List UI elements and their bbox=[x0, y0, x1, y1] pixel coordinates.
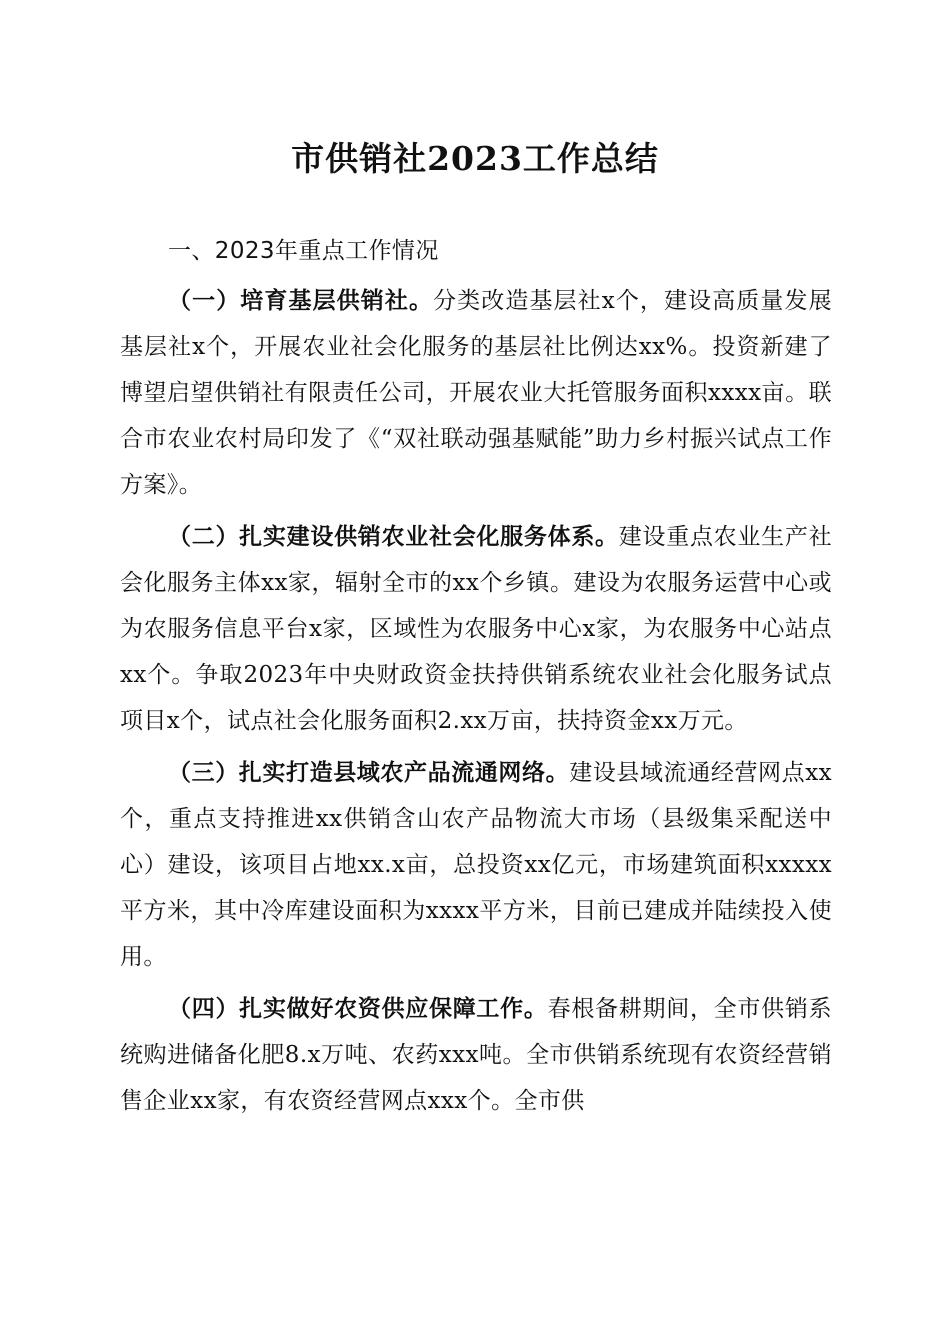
document-title: 市供销社2023工作总结 bbox=[291, 139, 659, 178]
paragraph-label: （四）扎实做好农资供应保障工作。 bbox=[168, 995, 548, 1022]
paragraph-label: （三）扎实打造县域农产品流通网络。 bbox=[168, 759, 570, 786]
paragraph-2 bbox=[120, 514, 832, 744]
section-heading: 一、2023年重点工作情况 bbox=[168, 238, 439, 264]
paragraph-3 bbox=[120, 750, 832, 980]
paragraph-4 bbox=[120, 986, 832, 1124]
paragraph-text: 建设重点农业生产社会化服务主体xx家，辐射全市的xx个乡镇。建设为农服务运营中心或为农服务信息平台x家，区域性为农服务中心x家，为农服务中心站点xx个。争取2023年中央财政资金扶持供销系统农业社会化服务试点项目x个，试点社会化服务面积2.xx万亩，扶持资金xx万元。 bbox=[120, 524, 832, 734]
paragraph-1 bbox=[120, 278, 832, 508]
paragraph-label: （二）扎实建设供销农业社会化服务体系。 bbox=[168, 523, 619, 550]
paragraph-text: 建设县域流通经营网点xx个，重点支持推进xx供销含山农产品物流大市场（县级集采配送中心）建设，该项目占地xx.x亩，总投资xx亿元，市场建筑面积xxxxx平方米，其中冷库建设面积为xxxx平方米，目前已建成并陆续投入使用。 bbox=[120, 760, 832, 970]
paragraph-label: （一）培育基层供销社。 bbox=[168, 287, 434, 314]
document-body bbox=[120, 224, 832, 1124]
paragraph-text: 分类改造基层社x个，建设高质量发展基层社x个，开展农业社会化服务的基层社比例达xx%。投资新建了博望启望供销社有限责任公司，开展农业大托管服务面积xxxx亩。联合市农业农村局印发了《“双社联动强基赋能”助力乡村振兴试点工作方案》。 bbox=[120, 288, 832, 498]
paragraph-text: 春根备耕期间，全市供销系统购进储备化肥8.x万吨、农药xxx吨。全市供销系统现有农资经营销售企业xx家，有农资经营网点xxx个。全市供 bbox=[120, 996, 832, 1114]
